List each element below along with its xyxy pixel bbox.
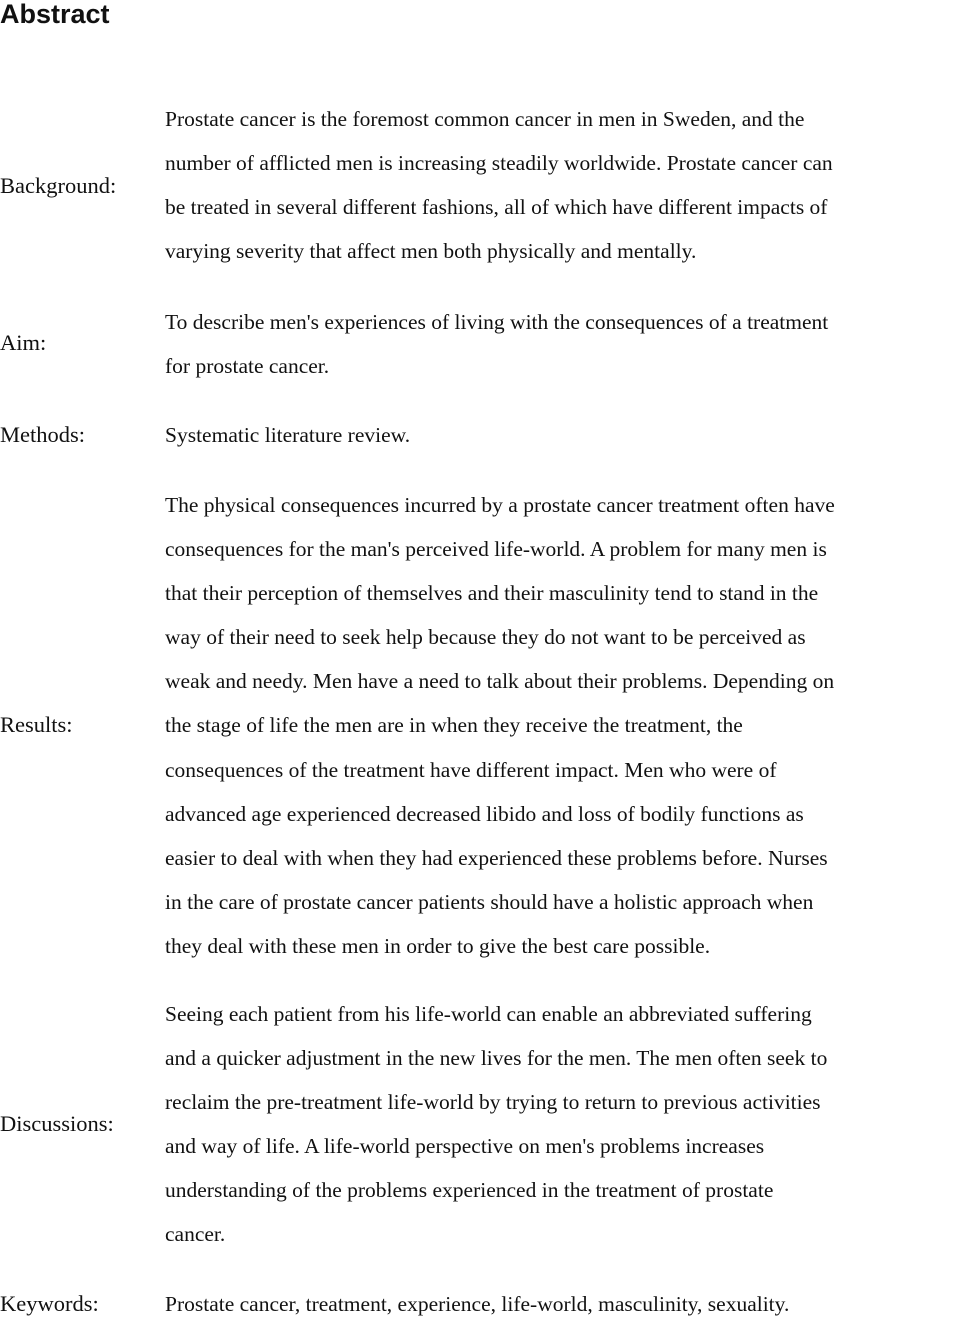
section-text-results [165,483,960,968]
section-label-results: Results: [0,712,73,737]
text-line: consequences for the man's perceived life-world. A problem for many men is [165,537,827,562]
section-label-background: Background: [0,173,117,198]
section-label-methods: Methods: [0,422,86,447]
section-text-background [165,97,960,273]
text-line: Prostate cancer, treatment, experience, life-world, masculinity, sexuality. [165,1292,790,1316]
text-line: consequences of the treatment have different impact. Men who were of [165,757,777,782]
text-line: advanced age experienced decreased libido and loss of bodily functions as [165,801,804,826]
text-line: in the care of prostate cancer patients should have a holistic approach when [165,889,814,914]
page-title: Abstract [0,0,110,29]
text-line: for prostate cancer. [165,354,330,379]
text-line: cancer. [165,1222,226,1247]
text-line: Seeing each patient from his life-world can enable an abbreviated suffering [165,1002,812,1026]
text-line: The physical consequences incurred by a prostate cancer treatment often have [165,493,835,517]
text-line: the stage of life the men are in when they receive the treatment, the [165,713,743,738]
text-line: weak and needy. Men have a need to talk about their problems. Depending on [165,669,835,694]
text-line: number of afflicted men is increasing steadily worldwide. Prostate cancer can [165,151,833,176]
section-label-aim: Aim: [0,330,47,355]
section-text-aim [165,300,960,388]
text-line: way of their need to seek help because they do not want to be perceived as [165,625,806,650]
text-line: Systematic literature review. [165,423,411,447]
section-text-discussions [165,992,960,1257]
section-label-discussions: Discussions: [0,1111,114,1136]
text-line: reclaim the pre-treatment life-world by trying to return to previous activities [165,1090,821,1115]
text-line: they deal with these men in order to give the best care possible. [165,933,711,958]
section-label-keywords: Keywords: [0,1291,99,1316]
text-line: and way of life. A life-world perspective on men's problems increases [165,1134,765,1159]
text-line: To describe men's experiences of living with the consequences of a treatment [165,310,829,334]
text-line: easier to deal with when they had experienced these problems before. Nurses [165,845,828,870]
text-line: and a quicker adjustment in the new lives for the men. The men often seek to [165,1046,828,1071]
text-line: Prostate cancer is the foremost common cancer in men in Sweden, and the [165,107,805,131]
text-line: understanding of the problems experienced in the treatment of prostate [165,1178,774,1203]
text-line: that their perception of themselves and their masculinity tend to stand in the [165,581,819,606]
section-text-keywords [165,1282,960,1326]
text-line: be treated in several different fashions, all of which have different impacts of [165,195,828,220]
text-line: varying severity that affect men both physically and mentally. [165,239,697,264]
section-text-methods [165,413,960,457]
